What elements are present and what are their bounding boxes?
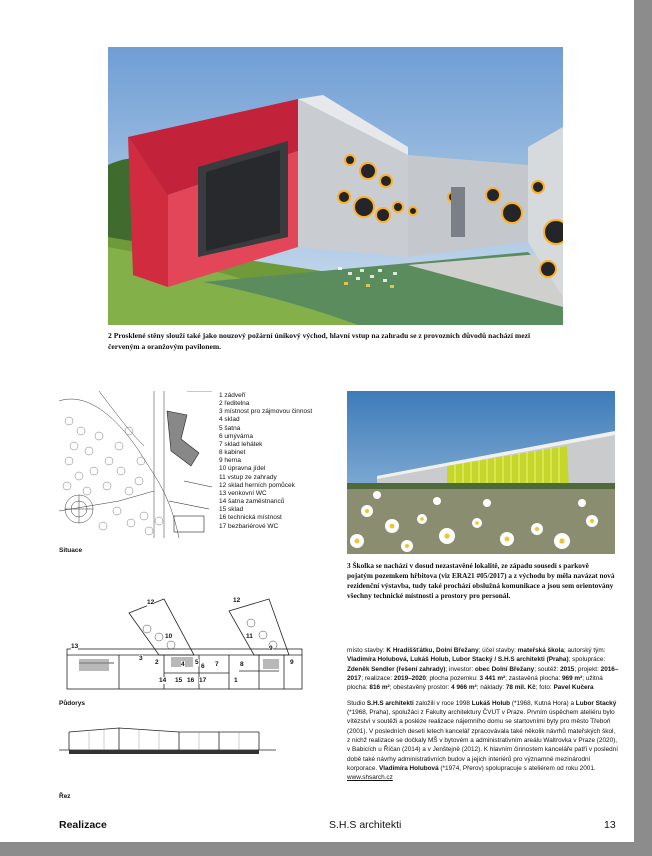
credit-text: ; zastavěná plocha: xyxy=(505,675,562,683)
plan-room-number: 16 xyxy=(187,677,195,684)
credit-value: Pavel Kučera xyxy=(553,684,594,692)
photo-red-pavilion xyxy=(108,47,563,325)
legend-item: 1 zádveří xyxy=(219,392,246,399)
legend-item: 9 herna xyxy=(219,457,242,465)
plan-room-number: 7 xyxy=(215,661,219,668)
credit-value: 2016–2017 xyxy=(347,665,619,683)
credit-text: ; foto: xyxy=(535,684,554,692)
plan-room-number: 17 xyxy=(199,677,207,684)
legend-item: 7 sklad lehátek xyxy=(219,440,263,448)
credit-value: 2015 xyxy=(560,665,575,673)
credit-value: mateřská škola xyxy=(517,647,564,654)
legend-item: 10 úpravna jídel xyxy=(219,465,266,473)
credit-text: ; spolupráce: xyxy=(568,656,606,664)
plan-room-number: 2 xyxy=(155,659,159,666)
page-number: 13 xyxy=(604,819,616,831)
plan-room-number: 9 xyxy=(269,645,273,652)
credit-value: Zdeněk Sendler (řešení zahrady) xyxy=(347,665,446,673)
credit-text: založili v roce 1998 xyxy=(413,699,472,707)
plan-room-number: 12 xyxy=(233,597,241,604)
legend-item: 13 venkovní WC xyxy=(219,489,267,497)
plan-room-number: 1 xyxy=(234,677,238,684)
plan-room-number: 14 xyxy=(159,677,167,684)
legend-item: 16 technická místnost xyxy=(219,514,282,522)
credit-value: S.H.S architekti xyxy=(366,699,414,707)
legend-item: 17 bezbariérové WC xyxy=(219,522,279,530)
project-info xyxy=(347,646,619,693)
credit-value: 816 m² xyxy=(369,684,390,692)
figure-2-caption: 2 Prosklené stěny slouží také jako nouzový požární únikový východ, hlavní vstup na zahradu se z provozních důvodů nachází mezi červeným a oranžovým pavilonem. xyxy=(108,331,531,351)
floor-plan xyxy=(59,593,314,697)
credit-text: ; plocha pozemku: xyxy=(425,675,480,683)
studio-bio xyxy=(347,699,619,783)
section-label: Řez xyxy=(59,793,71,800)
credit-text: ; obestavěný prostor: xyxy=(389,684,452,692)
credit-value: Vladimíra Holubová xyxy=(378,765,439,773)
credit-text: ; náklady: xyxy=(476,684,506,692)
legend-item: 5 šatna xyxy=(219,424,241,432)
footer-studio: S.H.S architekti xyxy=(329,819,402,831)
credit-value: 2019–2020 xyxy=(393,675,426,683)
legend-item: 4 sklad xyxy=(219,416,240,424)
photo-green-facade xyxy=(347,391,615,554)
plan-room-number: 5 xyxy=(195,659,199,666)
situation-label: Situace xyxy=(59,547,83,554)
plan-room-number: 11 xyxy=(246,633,253,640)
legend-item: 2 ředitelna xyxy=(219,400,250,408)
credit-value: obec Dolní Břežany xyxy=(474,665,535,673)
credit-value: 969 m² xyxy=(561,675,583,683)
credit-text: ; účel stavby: xyxy=(478,647,518,654)
credit-text: ; užitná plocha: xyxy=(347,675,603,692)
plan-room-number: 3 xyxy=(139,655,143,662)
credit-text: (*1968, Praha), spolužáci z Fakulty architektury ČVUT v Praze. Prvním úspěchem ateliéru bylo vítězství v soutěži a posléze realizace nájemního domu se startovními byty pro město Třeboň (2001). V posledních deseti letech kancelář zpracovávala také několik návrhů mateřských škol, z nichž realizace se dočkaly MŠ v bytovém a administrativním areálu Waltrovka v Praze (2020), v Babicích u Říčan (2014) a v Jenštejně (2012). K hlavním činnostem kanceláře patří v poslední době také návrhy administrativních budov a jejich interiérů pro významné mezinárodní korporace. xyxy=(347,709,619,773)
plan-room-number: 6 xyxy=(201,663,205,670)
plan-room-number: 12 xyxy=(147,599,155,606)
plan-room-number: 9 xyxy=(290,659,294,666)
credit-text: (*1968, Kutná Hora) a xyxy=(510,699,576,707)
plan-room-number: 10 xyxy=(165,633,173,640)
legend-item: 12 sklad herních pomůcek xyxy=(219,481,295,489)
credit-value: 3 441 m² xyxy=(479,675,506,683)
credit-text: ; soutěž: xyxy=(534,665,561,673)
building-section xyxy=(59,720,276,760)
credit-value: K Hradiššťátku, Dolní Břežany xyxy=(386,647,479,654)
legend-item: 3 místnost pro zájmovou činnost xyxy=(219,408,313,416)
credit-value: 78 mil. Kč xyxy=(505,684,536,692)
floor-plan-label: Půdorys xyxy=(59,700,86,707)
credit-value: Lukáš Holub xyxy=(471,699,511,707)
plan-room-number: 15 xyxy=(175,677,183,684)
credit-text: Studio xyxy=(347,699,367,707)
credit-text: ; realizace: xyxy=(361,675,394,683)
room-legend xyxy=(219,392,312,531)
legend-item: 8 kabinet xyxy=(219,449,246,457)
legend-item: 11 vstup ze zahrady xyxy=(219,473,277,481)
credit-text: místo stavby: xyxy=(347,647,387,654)
footer-section: Realizace xyxy=(59,819,107,831)
project-credits xyxy=(347,646,619,783)
credit-text: ; projekt: xyxy=(574,665,601,673)
legend-item: 14 šatna zaměstnanců xyxy=(219,498,285,506)
plan-room-number: 8 xyxy=(240,661,244,668)
credit-text: ; autorský tým: xyxy=(563,647,606,654)
website-link[interactable]: www.shsarch.cz xyxy=(347,774,393,782)
credit-text: (*1974, Přerov) spolupracuje s ateliérem od roku 2001. xyxy=(438,765,596,773)
credit-text: ; investor: xyxy=(445,665,475,673)
situation-plan xyxy=(59,391,212,538)
credit-value: Lubor Stacký xyxy=(575,699,617,707)
credit-value: Vladimíra Holubová, Lukáš Holub, Lubor Stacký / S.H.S architekti (Praha) xyxy=(347,656,569,664)
credit-value: 4 966 m³ xyxy=(451,684,477,692)
plan-room-number: 4 xyxy=(181,661,185,668)
legend-item: 15 sklad xyxy=(219,506,244,514)
figure-3-caption: 3 Školka se nachází v dosud nezastavěné lokalitě, ze západu sousedí s parkově pojatým pozemkem hřbitova (viz ERA21 #05/2017) a z východu by měla navázat nová rezidenční výstavba, tudy také prochází obslužná komunikace a jsou sem orientovány všechny technické místnosti a prostory pro personál. xyxy=(347,561,615,600)
legend-item: 6 umývárna xyxy=(219,432,253,440)
plan-room-number: 13 xyxy=(71,643,79,650)
